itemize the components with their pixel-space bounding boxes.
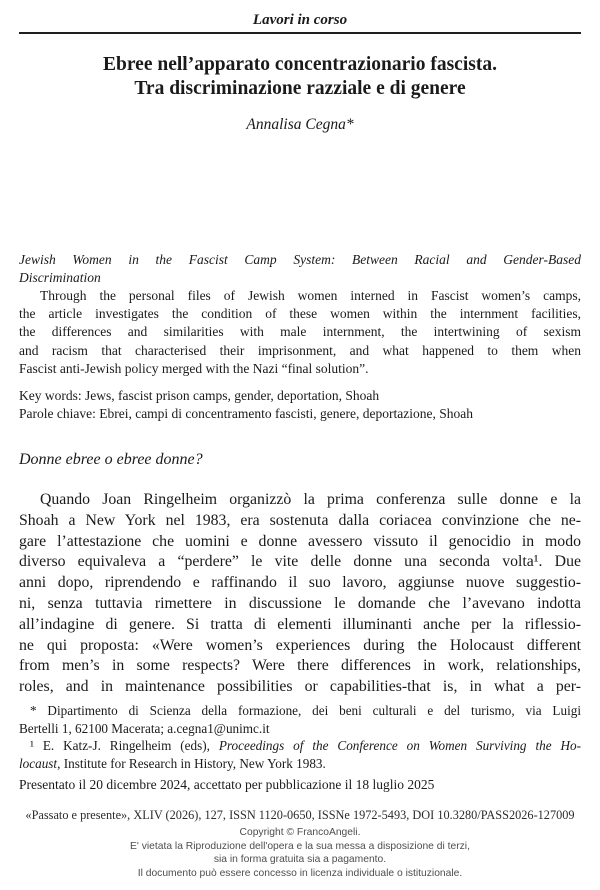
- copyright-block: [19, 826, 581, 880]
- abstract-title: Jewish Women in the Fascist Camp System: Between Racial and Gender-Based Discrimination: [19, 252, 581, 286]
- article-title-line-2: Tra discriminazione razziale e di genere: [134, 78, 466, 99]
- copyright-line-3: sia in forma gratuita sia a pagamento.: [213, 854, 387, 866]
- author-name: Annalisa Cegna*: [246, 116, 354, 133]
- body-paragraph: Quando Joan Ringelheim organizzò la prima conferenza sulle donne e la Shoah a New York nel 1983, era sostenuta dalla coriacea convinzione che ne- gare l’attestazione che uomini e donne avessero vissuto il genocidio in modo diverso equivaleva a “perdere” le vite delle donne una seconda volta¹. Due anni dopo, riprendendo e raffinando il suo lavoro, aggiunse nuove suggestio- ni, senza tuttavia rimettere in discussione le domande che l’avevano indotta all’indagine di genere. Si tratta di elementi illuminanti anche per la riflessio- ne qui proposta: «Were women’s experiences during the Holocaust different from men’s in some respects? Were there differences in work, relationships, roles, and in maintenance possibilities or capabilities-that is, in what a per-: [19, 491, 581, 696]
- keywords-english: Key words: Jews, fascist prison camps, gender, deportation, Shoah: [19, 388, 380, 403]
- submission-note: Presentato il 20 dicembre 2024, accettato per pubblicazione il 18 luglio 2025: [19, 777, 435, 792]
- footnotes-block: [19, 702, 581, 772]
- keywords-italian: Parole chiave: Ebrei, campi di concentramento fascisti, genere, deportazione, Shoah: [19, 406, 473, 422]
- footnote-affiliation: * Dipartimento di Scienza della formazione, dei beni culturali e del turismo, via Luigi Bertelli 1, 62100 Macerata; a.cegna1@unimc.it: [19, 703, 581, 736]
- running-head: Lavori in corso: [252, 12, 348, 28]
- article-title: [19, 53, 581, 101]
- copyright-line-4: Il documento può essere concesso in licenza individuale o istituzionale.: [137, 867, 463, 879]
- copyright-line-1: Copyright © FrancoAngeli.: [239, 827, 361, 838]
- article-title-line-1: Ebree nell’apparato concentrazionario fascista.: [103, 54, 497, 75]
- section-heading: Donne ebree o ebree donne?: [19, 451, 203, 468]
- header-rule: [19, 32, 581, 34]
- copyright-line-2: E' vietata la Riproduzione dell'opera e la sua messa a disposizione di terzi,: [130, 840, 470, 852]
- journal-citation-line: «Passato e presente», XLIV (2026), 127, ISSN 1120-0650, ISSNe 1972-5493, DOI 10.3280/PASS2026-127009: [25, 808, 575, 822]
- abstract-body: Through the personal files of Jewish women interned in Fascist women’s camps, the article investigates the condition of these women within the internment facilities, the differences and similarities with male internment, the intertwining of sexism and racism that characterised their imprisonment, and what happened to them when Fascist anti-Jewish policy merged with the Nazi “final solution”.: [19, 288, 581, 376]
- footnote-reference: ¹ E. Katz-J. Ringelheim (eds), Proceedings of the Conference on Women Surviving the Ho- locaust, Institute for Research in History, New York 1983.: [19, 738, 581, 771]
- keywords-block: [19, 387, 581, 423]
